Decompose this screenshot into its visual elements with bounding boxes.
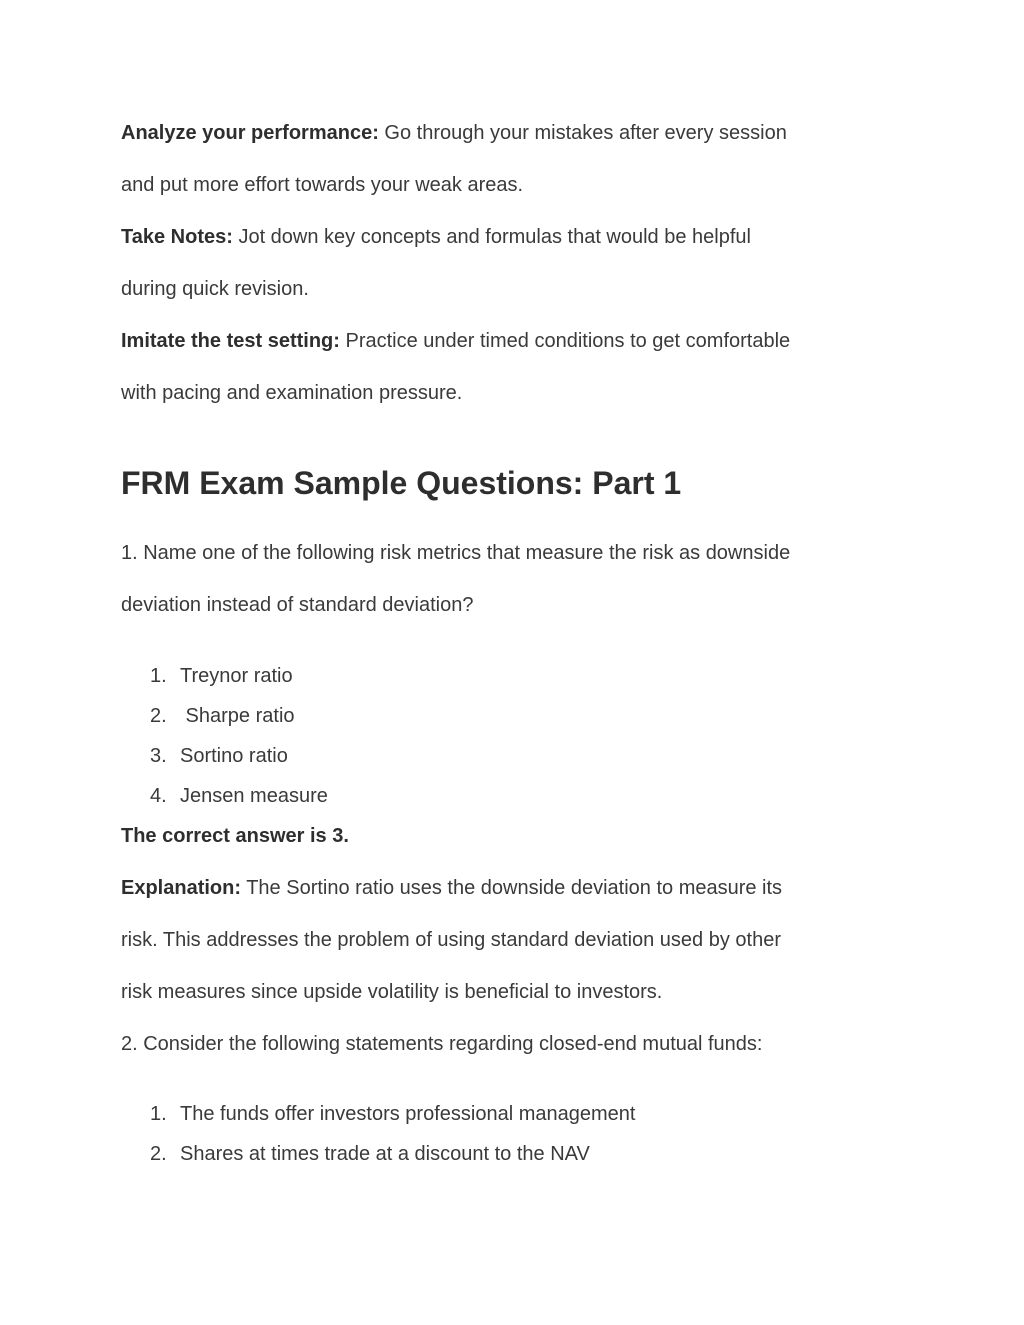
question1-line1: 1. Name one of the following risk metrics that measure the risk as downside [121,542,791,564]
question1-option-2 [150,704,295,728]
option-number: 3. [150,745,167,767]
question2-option-1 [150,1102,635,1126]
question1-line2: deviation instead of standard deviation? [121,594,474,616]
tip-text: Go through your mistakes after every session [378,122,787,144]
option-text: Sharpe ratio [180,705,295,727]
option-number: 2. [150,1143,167,1165]
question1-explanation-line2: risk. This addresses the problem of using standard deviation used by other [121,929,781,951]
tip-label: Imitate the test setting: [121,330,340,352]
section-heading: FRM Exam Sample Questions: Part 1 [121,465,682,501]
tip-analyze-line1 [121,121,787,145]
question1-answer: The correct answer is 3. [121,825,349,847]
option-text: Sortino ratio [180,745,288,767]
explanation-label: Explanation: [121,877,242,899]
option-text: The funds offer investors professional management [180,1103,636,1125]
tip-notes-line1 [121,225,751,249]
option-number: 1. [150,1103,167,1125]
tip-text: Jot down key concepts and formulas that would be helpful [232,226,751,248]
question1-option-4 [150,784,328,808]
question1-explanation-line3: risk measures since upside volatility is beneficial to investors. [121,981,663,1003]
tip-notes-line2: during quick revision. [121,278,309,300]
option-text: Shares at times trade at a discount to the NAV [180,1143,590,1165]
question2-line1: 2. Consider the following statements regarding closed-end mutual funds: [121,1033,763,1055]
question1-explanation-line1 [121,876,782,900]
tip-imitate-line1 [121,329,790,353]
question1-option-1 [150,664,293,688]
question2-option-2 [150,1142,590,1166]
option-number: 2. [150,705,167,727]
option-number: 1. [150,665,167,687]
tip-label: Take Notes: [121,226,233,248]
tip-text: Practice under timed conditions to get comfortable [339,330,791,352]
tip-imitate-line2: with pacing and examination pressure. [121,382,463,404]
tip-label: Analyze your performance: [121,122,379,144]
explanation-text: The Sortino ratio uses the downside deviation to measure its [241,877,783,899]
option-number: 4. [150,785,167,807]
question1-option-3 [150,744,288,768]
option-text: Treynor ratio [180,665,293,687]
tip-analyze-line2: and put more effort towards your weak areas. [121,174,524,196]
option-text: Jensen measure [180,785,328,807]
